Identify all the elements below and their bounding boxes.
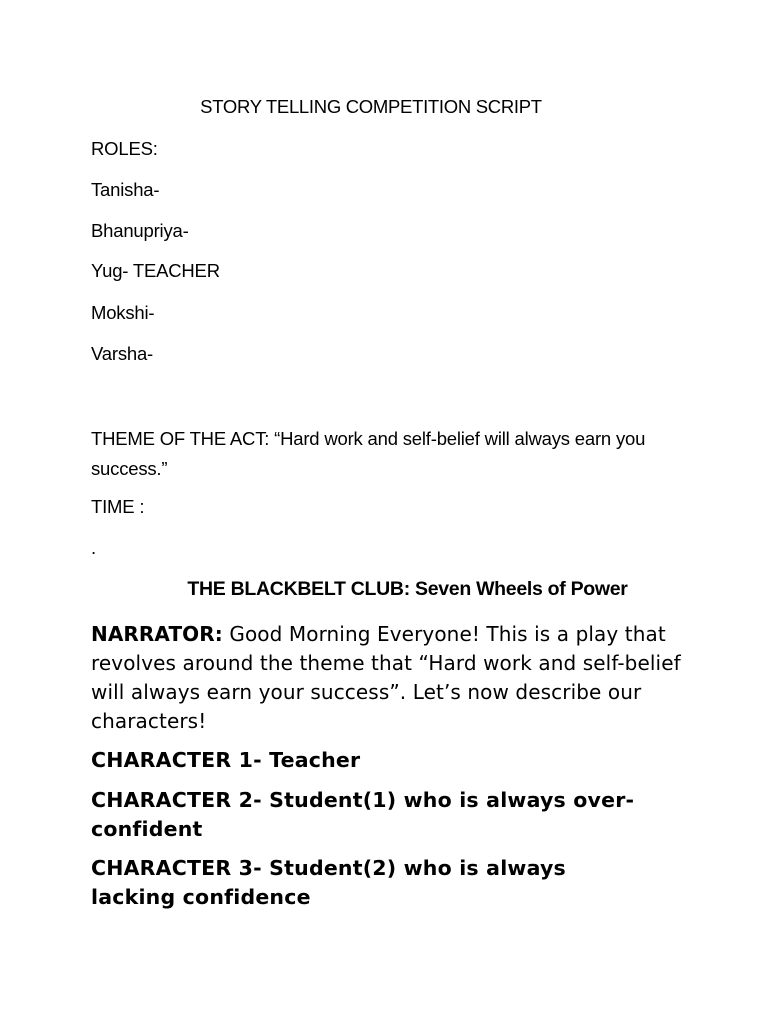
narrator-label: NARRATOR: <box>91 622 223 646</box>
role-item: Mokshi- <box>91 302 155 323</box>
theme-statement: THEME OF THE ACT: “Hard work and self-belief will always earn you success.” <box>91 428 646 479</box>
character-heading: CHARACTER 1- Teacher <box>91 748 361 772</box>
narrator-text: Good Morning Everyone! This is a play that revolves around the theme that “Hard work and self-belief will always earn your success”. Let’s now describe our characters! <box>91 622 681 733</box>
play-title: THE BLACKBELT CLUB: Seven Wheels of Power <box>187 578 628 600</box>
character-heading: CHARACTER 3- Student(2) who is always lacking confidence <box>91 856 566 909</box>
character-heading: CHARACTER 2- Student(1) who is always over-confident <box>91 788 635 841</box>
role-item: Varsha- <box>91 343 154 364</box>
document-title: STORY TELLING COMPETITION SCRIPT <box>200 96 542 117</box>
dot-separator: . <box>91 537 96 558</box>
narrator-paragraph <box>91 620 691 736</box>
roles-label: ROLES: <box>91 138 158 159</box>
role-item: Tanisha- <box>91 179 160 200</box>
time-label: TIME : <box>91 496 145 517</box>
role-item: Yug- TEACHER <box>91 260 220 281</box>
role-item: Bhanupriya- <box>91 220 189 241</box>
